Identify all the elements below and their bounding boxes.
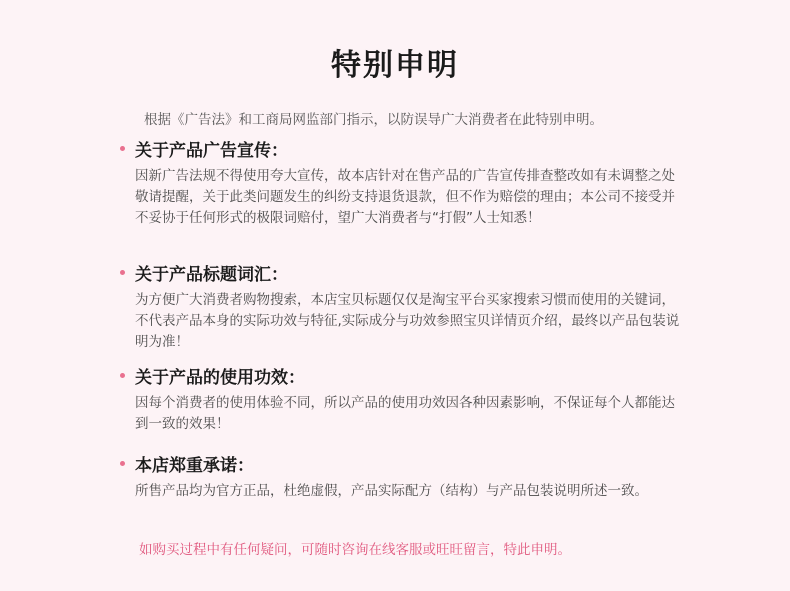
bullet-dot-icon — [120, 461, 125, 466]
section-heading: 关于产品标题词汇： — [135, 264, 288, 285]
section-heading: 关于产品的使用功效： — [135, 367, 305, 388]
section-title-keywords — [120, 260, 680, 353]
section-heading: 本店郑重承诺： — [135, 455, 254, 476]
section-header — [120, 260, 680, 284]
bullet-dot-icon — [120, 373, 125, 378]
bullet-dot-icon — [120, 270, 125, 275]
section-header — [120, 363, 680, 387]
section-header — [120, 451, 680, 475]
bullet-dot-icon — [120, 146, 125, 151]
intro-text: 根据《广告法》和工商局网监部门指示，以防误导广大消费者在此特别申明。 — [144, 112, 603, 128]
section-efficacy — [120, 363, 680, 435]
section-body: 因每个消费者的使用体验不同，所以产品的使用功效因各种因素影响，不保证每个人都能达到一致的效果！ — [135, 395, 675, 432]
section-body: 所售产品均为官方正品，杜绝虚假，产品实际配方（结构）与产品包装说明所述一致。 — [135, 483, 648, 499]
section-body: 为方便广大消费者购物搜索，本店宝贝标题仅仅是淘宝平台买家搜索习惯而使用的关键词，不代表产品本身的实际功效与特征,实际成分与功效参照宝贝详情页介绍，最终以产品包装说明为准！ — [135, 292, 680, 350]
section-body: 因新广告法规不得使用夸大宣传，故本店针对在售产品的广告宣传排查整改如有未调整之处敬请提醒，关于此类问题发生的纠纷支持退货退款，但不作为赔偿的理由；本公司不接受并不妥协于任何形式的极限词赔付，望广大消费者与“打假”人士知悉！ — [135, 168, 675, 226]
section-header — [120, 136, 680, 160]
page-title: 特别申明 — [331, 48, 459, 83]
section-advertising — [120, 136, 680, 229]
section-heading: 关于产品广告宣传： — [135, 140, 288, 161]
section-promise — [120, 451, 680, 502]
footer-note: 如购买过程中有任何疑问，可随时咨询在线客服或旺旺留言，特此申明。 — [139, 542, 571, 558]
